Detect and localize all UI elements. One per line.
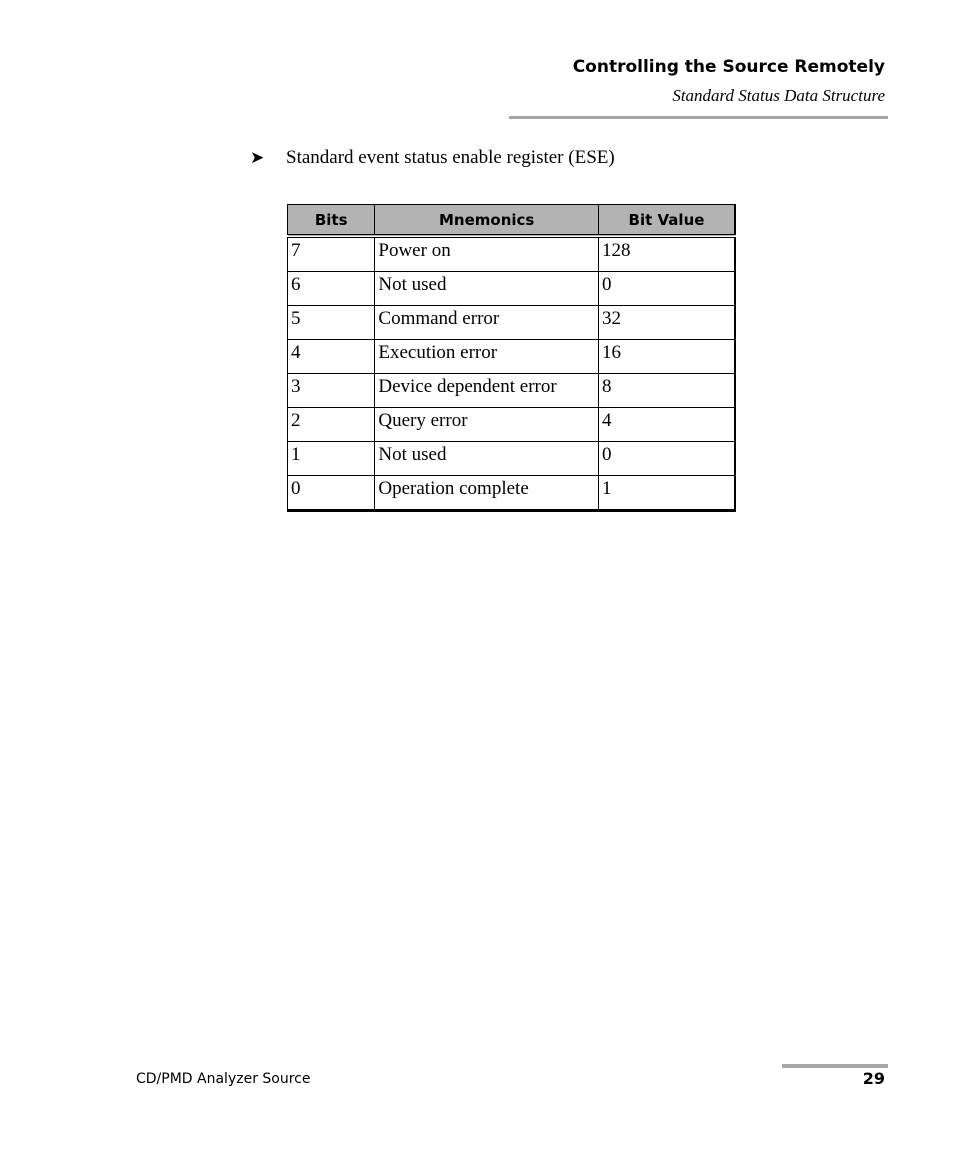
cell-bit: 0	[288, 476, 375, 511]
bullet-item	[250, 147, 615, 169]
cell-mnemonic: Power on	[375, 236, 599, 272]
cell-mnemonic: Device dependent error	[375, 374, 599, 408]
cell-bit: 5	[288, 306, 375, 340]
cell-bit-value: 0	[598, 272, 735, 306]
cell-bit-value: 4	[598, 408, 735, 442]
cell-bit-value: 0	[598, 442, 735, 476]
footer-divider	[782, 1064, 888, 1068]
running-header-subtitle: Standard Status Data Structure	[672, 86, 885, 105]
cell-mnemonic: Not used	[375, 272, 599, 306]
table-row	[288, 476, 736, 511]
cell-bit: 1	[288, 442, 375, 476]
cell-bit: 6	[288, 272, 375, 306]
footer-document-title: CD/PMD Analyzer Source	[136, 1071, 311, 1087]
table-row	[288, 442, 736, 476]
cell-mnemonic: Execution error	[375, 340, 599, 374]
cell-bit-value: 16	[598, 340, 735, 374]
arrowhead-bullet-icon: ➤	[250, 148, 265, 167]
cell-bit-value: 32	[598, 306, 735, 340]
cell-bit-value: 128	[598, 236, 735, 272]
table-row	[288, 272, 736, 306]
header-divider	[509, 116, 888, 119]
cell-bit-value: 8	[598, 374, 735, 408]
cell-mnemonic: Operation complete	[375, 476, 599, 511]
cell-mnemonic: Command error	[375, 306, 599, 340]
column-header-bit-value: Bit Value	[598, 205, 735, 237]
table-row	[288, 306, 736, 340]
cell-mnemonic: Not used	[375, 442, 599, 476]
cell-bit: 2	[288, 408, 375, 442]
running-header-title: Controlling the Source Remotely	[572, 57, 885, 77]
bullet-text: Standard event status enable register (ESE)	[286, 147, 615, 168]
table-row	[288, 408, 736, 442]
table-row	[288, 340, 736, 374]
cell-mnemonic: Query error	[375, 408, 599, 442]
table-row	[288, 236, 736, 272]
ese-register-table	[287, 204, 736, 512]
cell-bit: 7	[288, 236, 375, 272]
column-header-bits: Bits	[288, 205, 375, 237]
table-row	[288, 374, 736, 408]
table-header-row	[288, 205, 736, 237]
cell-bit: 4	[288, 340, 375, 374]
cell-bit-value: 1	[598, 476, 735, 511]
cell-bit: 3	[288, 374, 375, 408]
column-header-mnemonics: Mnemonics	[375, 205, 599, 237]
page-number: 29	[862, 1069, 885, 1088]
